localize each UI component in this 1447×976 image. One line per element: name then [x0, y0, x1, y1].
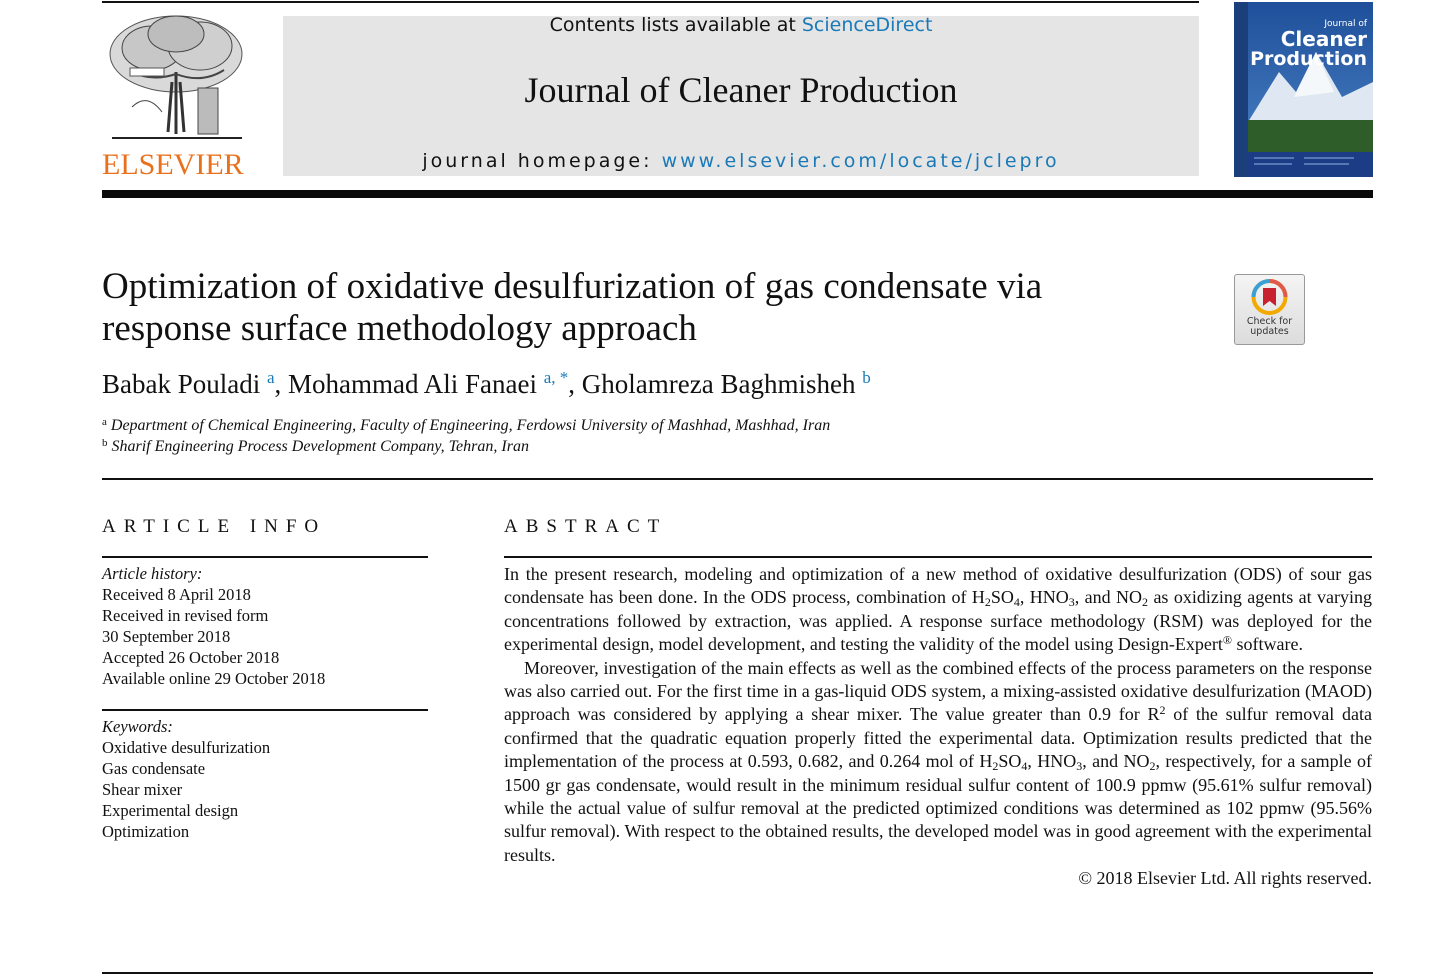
cover-title: [1250, 20, 1367, 70]
article-history: [102, 563, 428, 689]
subscript: 4: [1013, 595, 1020, 610]
keyword-item: Optimization: [102, 822, 190, 841]
author-affiliation-mark[interactable]: b: [862, 368, 871, 387]
author-affiliation-mark[interactable]: a, *: [543, 368, 569, 387]
subscript: 2: [1149, 759, 1156, 774]
superscript: 2: [1159, 703, 1166, 718]
abstract-text: SO: [990, 587, 1014, 608]
abstract-text: , respectively, for a sample of 1500 gr gas condensate, would result in the minimum residual sulfur content of 100.9 ppmw (95.61% sulfur removal) while the actual value of sulfur removal at the predicted optimized conditions was determined as 102 ppmw (95.56% sulfur removal). With respect to the obtained results, the developed model was in good agreement with the experimental results.: [504, 751, 1373, 865]
abstract-text: , HNO: [1019, 587, 1069, 608]
history-item: 30 September 2018: [102, 627, 231, 646]
keywords: [102, 716, 428, 842]
cover-cleaner: Cleaner: [1280, 27, 1367, 52]
abstract-heading: ABSTRACT: [504, 516, 668, 537]
abstract-paragraph-2: [504, 657, 1372, 868]
header-top-rule: [102, 1, 1199, 3]
abstract-text: , HNO: [1027, 751, 1077, 772]
author-name[interactable]: Babak Pouladi: [102, 369, 261, 399]
subscript: 2: [984, 595, 991, 610]
subscript: 2: [1142, 595, 1149, 610]
article-info-rule: [102, 556, 428, 558]
affiliation-text: Sharif Engineering Process Development Company, Tehran, Iran: [111, 438, 529, 455]
check-updates-line-2: updates: [1250, 326, 1289, 337]
contents-prefix: Contents lists available at: [549, 14, 796, 36]
author-name[interactable]: Gholamreza Baghmisheh: [581, 369, 856, 399]
journal-homepage-line: [283, 150, 1199, 172]
abstract-text: , and NO: [1082, 751, 1150, 772]
homepage-link[interactable]: www.elsevier.com/locate/jclepro: [661, 150, 1060, 172]
check-for-updates-button[interactable]: [1234, 274, 1305, 345]
affiliation: [102, 437, 529, 456]
abstract-text: , and NO: [1074, 587, 1143, 608]
header-thick-rule: [102, 190, 1373, 198]
history-item: Available online 29 October 2018: [102, 669, 326, 688]
keywords-label: Keywords:: [102, 717, 173, 736]
abstract-text: of the sulfur removal data confirmed that the quadratic equation properly fitted the experimental data. Optimization results predicted that the implementation of the process at 0.593, 0.682, and 0.264 mol of H: [504, 704, 1372, 772]
elsevier-tree-logo-icon: [102, 12, 248, 146]
keyword-item: Shear mixer: [102, 780, 183, 799]
affiliation-text: Department of Chemical Engineering, Faculty of Engineering, Ferdowsi University of Mashhad, Mashhad, Iran: [110, 417, 831, 434]
journal-cover-image: [1234, 2, 1373, 177]
history-item: Received 8 April 2018: [102, 585, 251, 604]
abstract-rule: [504, 556, 1372, 558]
section-divider: [102, 478, 1373, 480]
copyright-notice: © 2018 Elsevier Ltd. All rights reserved.: [1078, 868, 1372, 889]
author-name[interactable]: Mohammad Ali Fanaei: [288, 369, 537, 399]
abstract-text: Moreover, investigation of the main effects as well as the combined effects of the process parameters on the response was also carried out. For the first time in a gas-liquid ODS system, a mixing-assisted oxidative desulfurization (MAOD) approach was considered by applying a shear mixer. The value greater than 0.9 for R: [504, 657, 1372, 725]
check-updates-icon: [1235, 275, 1304, 317]
history-item: Received in revised form: [102, 606, 269, 625]
keyword-item: Gas condensate: [102, 759, 206, 778]
abstract-text: as oxidizing agents at varying concentrations followed by extraction, was applied. A response surface methodology (RSM) was deployed for the experimental design, model development, and testing the validity of the model using Design-Expert: [504, 587, 1372, 655]
author-affiliation-mark[interactable]: a: [266, 368, 275, 387]
check-updates-label: [1235, 317, 1304, 337]
journal-title: Journal of Cleaner Production: [524, 70, 958, 110]
abstract-paragraph-1: [504, 563, 1372, 657]
affiliation: [102, 416, 830, 435]
abstract-body: [504, 563, 1372, 891]
subscript: 3: [1076, 759, 1083, 774]
affiliation-mark: b: [102, 437, 108, 449]
article-title: [102, 266, 1152, 350]
abstract-text: In the present research, modeling and optimization of a new method of oxidative desulfurization (ODS) of sour gas condensate has been done. In the ODS process, combination of H: [504, 564, 1372, 608]
keyword-item: Oxidative desulfurization: [102, 738, 271, 757]
cover-journal-of: Journal of: [1324, 19, 1367, 29]
affiliation-mark: a: [102, 416, 107, 428]
subscript: 3: [1068, 595, 1075, 610]
subscript: 2: [992, 759, 999, 774]
keyword-item: Experimental design: [102, 801, 239, 820]
check-updates-line-1: Check for: [1246, 316, 1293, 327]
article-history-label: Article history:: [102, 564, 203, 583]
abstract-text: software.: [1231, 634, 1303, 655]
article-title-line-1: Optimization of oxidative desulfurization of gas condensate via: [102, 266, 1043, 307]
article-title-line-2: response surface methodology approach: [102, 308, 697, 349]
superscript: ®: [1222, 633, 1232, 648]
contents-line: [283, 14, 1199, 36]
article-info-heading: ARTICLE INFO: [102, 516, 327, 537]
sciencedirect-link[interactable]: ScienceDirect: [801, 14, 933, 36]
elsevier-wordmark: ELSEVIER: [102, 148, 244, 181]
cover-production: Production: [1250, 48, 1367, 71]
history-item: Accepted 26 October 2018: [102, 648, 280, 667]
keywords-rule: [102, 709, 428, 711]
abstract-text: SO: [998, 751, 1022, 772]
homepage-prefix: journal homepage:: [422, 150, 653, 172]
subscript: 4: [1021, 759, 1028, 774]
author-list: Babak Pouladi $^a$, Mohammad Ali Fanaei $^{a, *}$, Gholamreza Baghmisheh $^b$: [102, 368, 871, 399]
bottom-rule: [102, 972, 1373, 974]
